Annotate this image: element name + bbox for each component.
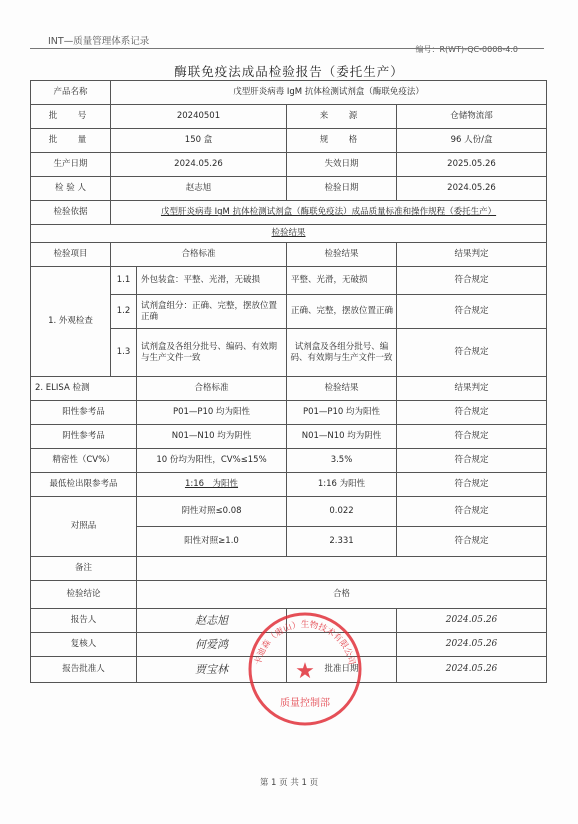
control-standard: 阴性对照≤0.08 xyxy=(137,497,287,527)
reviewer-row xyxy=(31,633,547,657)
reviewer-label: 复核人 xyxy=(31,633,137,657)
appearance-row xyxy=(31,267,547,295)
elisa-standard: N01—N10 均为阴性 xyxy=(137,425,287,449)
batch-label: 批 号 xyxy=(31,105,111,129)
appearance-result: 正确、完整，摆放位置正确 xyxy=(287,295,397,329)
elisa-result: P01—P10 均为阳性 xyxy=(287,401,397,425)
elisa-row xyxy=(31,425,547,449)
remarks-value xyxy=(137,557,547,581)
record-system-label: INT—质量管理体系记录 xyxy=(48,36,150,47)
document-code: 编号：R(WT)-QC-0008-4.0 xyxy=(415,45,518,54)
appearance-judgement: 符合规定 xyxy=(397,329,547,377)
approve-date: 2024.05.26 xyxy=(397,657,547,683)
elisa-judgement: 符合规定 xyxy=(397,473,547,497)
report-title: 酶联免疫法成品检验报告（委托生产） xyxy=(174,64,404,79)
appearance-item: 1. 外观检查 xyxy=(31,267,111,377)
expiry-date-label: 失效日期 xyxy=(287,153,397,177)
inspector-row xyxy=(31,177,547,201)
control-label: 对照品 xyxy=(31,497,137,557)
basis-value: 戊型肝炎病毒 IgM 抗体检测试剂盒（酶联免疫法）成品质量标准和操作规程（委托生产） xyxy=(111,201,547,225)
source-label: 来 源 xyxy=(287,105,397,129)
expiry-date-value: 2025.05.26 xyxy=(397,153,547,177)
control-standard: 阳性对照≥1.0 xyxy=(137,527,287,557)
elisa-result: 3.5% xyxy=(287,449,397,473)
product-row xyxy=(31,81,547,105)
reporter-signature: 赵志旭 xyxy=(137,609,287,633)
remarks-row xyxy=(31,557,547,581)
elisa-result: 1:16 为阳性 xyxy=(287,473,397,497)
reviewer-date-cell xyxy=(287,633,397,657)
control-result: 2.331 xyxy=(287,527,397,557)
elisa-standard: 10 份均为阳性，CV%≤15% xyxy=(137,449,287,473)
svg-text:★: ★ xyxy=(295,659,315,684)
approve-date-label: 批准日期 xyxy=(287,657,397,683)
conclusion-row xyxy=(31,581,547,609)
date-row xyxy=(31,153,547,177)
appearance-standard: 试剂盒组分：正确、完整，摆放位置正确 xyxy=(137,295,287,329)
spec-value: 96 人份/盒 xyxy=(397,129,547,153)
col-header-standard: 合格标准 xyxy=(111,243,287,267)
elisa-item: 阳性参考品 xyxy=(31,401,137,425)
quantity-label: 批 量 xyxy=(31,129,111,153)
inspection-date-label: 检验日期 xyxy=(287,177,397,201)
control-result: 0.022 xyxy=(287,497,397,527)
elisa-judgement: 符合规定 xyxy=(397,425,547,449)
inspector-value: 赵志旭 xyxy=(111,177,287,201)
elisa-item: 阴性参考品 xyxy=(31,425,137,449)
quantity-row xyxy=(31,129,547,153)
elisa-item: 精密性（CV%） xyxy=(31,449,137,473)
batch-row xyxy=(31,105,547,129)
header-divider xyxy=(30,48,544,49)
col-header-standard: 合格标准 xyxy=(137,377,287,401)
col-header-judgement: 结果判定 xyxy=(397,243,547,267)
elisa-standard: P01—P10 均为阳性 xyxy=(137,401,287,425)
elisa-item: 最低检出限参考品 xyxy=(31,473,137,497)
appearance-judgement: 符合规定 xyxy=(397,295,547,329)
elisa-item: 2. ELISA 检测 xyxy=(31,377,137,401)
approver-signature: 贾宝林 xyxy=(137,657,287,683)
col-header-item: 检验项目 xyxy=(31,243,111,267)
elisa-standard: 1:16 为阳性 xyxy=(137,473,287,497)
elisa-header-row xyxy=(31,377,547,401)
inspector-label: 检 验 人 xyxy=(31,177,111,201)
product-label: 产品名称 xyxy=(31,81,111,105)
approver-row xyxy=(31,657,547,683)
control-judgement: 符合规定 xyxy=(397,527,547,557)
elisa-judgement: 符合规定 xyxy=(397,449,547,473)
reporter-label: 报告人 xyxy=(31,609,137,633)
sub-item-number: 1.2 xyxy=(111,295,137,329)
control-row xyxy=(31,497,547,527)
mfg-date-value: 2024.05.26 xyxy=(111,153,287,177)
reviewer-date: 2024.05.26 xyxy=(397,633,547,657)
col-header-result: 检验结果 xyxy=(287,243,397,267)
approver-label: 报告批准人 xyxy=(31,657,137,683)
elisa-row xyxy=(31,473,547,497)
appearance-standard: 外包装盒：平整、光滑，无破损 xyxy=(137,267,287,295)
appearance-header-row xyxy=(31,243,547,267)
remarks-label: 备注 xyxy=(31,557,137,581)
appearance-result: 试剂盒及各组分批号、编码、有效期与生产文件一致 xyxy=(287,329,397,377)
basis-label: 检验依据 xyxy=(31,201,111,225)
reporter-date: 2024.05.26 xyxy=(397,609,547,633)
svg-text:质量控制部: 质量控制部 xyxy=(280,698,330,709)
results-title: 检验结果 xyxy=(31,225,547,243)
source-value: 仓储物流部 xyxy=(397,105,547,129)
control-judgement: 符合规定 xyxy=(397,497,547,527)
reporter-date-cell xyxy=(287,609,397,633)
sub-item-number: 1.1 xyxy=(111,267,137,295)
results-title-row xyxy=(31,225,547,243)
conclusion-label: 检验结论 xyxy=(31,581,137,609)
mfg-date-label: 生产日期 xyxy=(31,153,111,177)
page-number: 第 1 页 共 1 页 xyxy=(259,778,319,788)
inspection-date-value: 2024.05.26 xyxy=(397,177,547,201)
spec-label: 规 格 xyxy=(287,129,397,153)
appearance-result: 平整、光滑，无破损 xyxy=(287,267,397,295)
sub-item-number: 1.3 xyxy=(111,329,137,377)
col-header-result: 检验结果 xyxy=(287,377,397,401)
svg-text:卡迪森（唐山）生物技术有限公司: 卡迪森（唐山）生物技术有限公司 xyxy=(253,620,357,667)
quantity-value: 150 盒 xyxy=(111,129,287,153)
basis-row xyxy=(31,201,547,225)
conclusion-value: 合格 xyxy=(137,581,547,609)
inspection-table xyxy=(30,80,547,683)
elisa-result: N01—N10 均为阴性 xyxy=(287,425,397,449)
appearance-standard: 试剂盒及各组分批号、编码、有效期与生产文件一致 xyxy=(137,329,287,377)
reviewer-signature: 何爱鸿 xyxy=(137,633,287,657)
product-value: 戊型肝炎病毒 IgM 抗体检测试剂盒（酶联免疫法） xyxy=(111,81,547,105)
appearance-judgement: 符合规定 xyxy=(397,267,547,295)
col-header-judgement: 结果判定 xyxy=(397,377,547,401)
elisa-judgement: 符合规定 xyxy=(397,401,547,425)
batch-value: 20240501 xyxy=(111,105,287,129)
elisa-row xyxy=(31,449,547,473)
reporter-row xyxy=(31,609,547,633)
elisa-row xyxy=(31,401,547,425)
